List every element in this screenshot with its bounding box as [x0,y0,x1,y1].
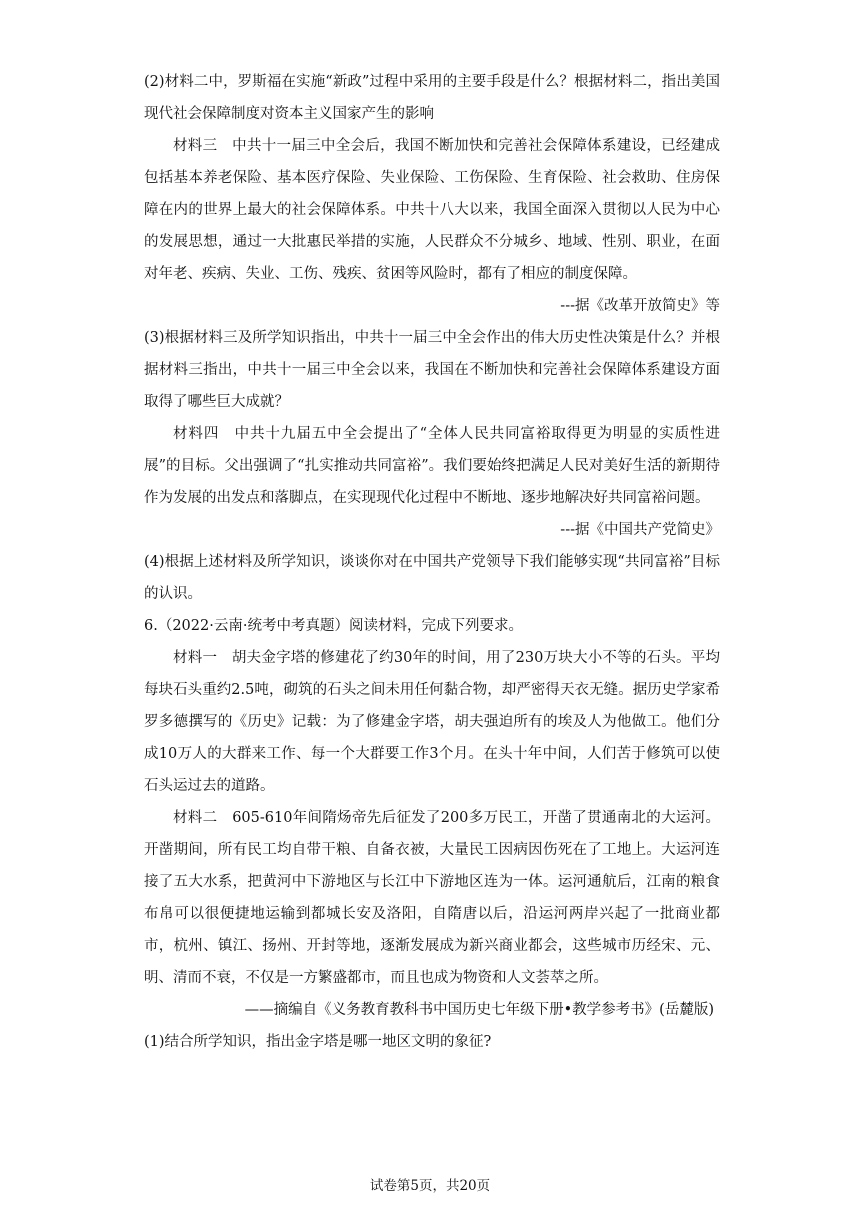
question-4: (4)根据上述材料及所学知识，谈谈你对在中国共产党领导下我们能够实现“共同富裕”目标的认识。 [144,554,720,602]
page-content [144,66,720,1058]
question-6: 6.（2022·云南·统考中考真题）阅读材料，完成下列要求。 [144,618,523,634]
question-6-1: (1)结合所学知识，指出金字塔是哪一地区文明的象征? [144,1034,492,1050]
page-footer: 试卷第5页，共20页 [369,1178,491,1194]
material-3-source: ---据《改革开放简史》等 [560,298,720,314]
material-1: 材料一 胡夫金字塔的修建花了约30年的时间，用了230万块大小不等的石头。平均每块石头重约2.5吨，砌筑的石头之间未用任何黏合物，却严密得天衣无缝。据历史学家希罗多德撰写的《历史》记载：为了修建金字塔，胡夫强迫所有的埃及人为他做工。他们分成10万人的大群来工作、每一个大群要工作3个月。在头十年中间，人们苦于修筑可以使石头运过去的道路。 [144,650,720,794]
material-4: 材料四 中共十九届五中全会提出了“全体人民共同富裕取得更为明显的实质性进展”的目标。父出强调了“扎实推动共同富裕”。我们要始终把满足人民对美好生活的新期待作为发展的出发点和落脚点，在实现现代化过程中不断地、逐步地解决好共同富裕问题。 [144,426,720,506]
material-3: 材料三 中共十一届三中全会后，我国不断加快和完善社会保障体系建设，已经建成包括基本养老保险、基本医疗保险、失业保险、工伤保险、生育保险、社会救助、住房保障在内的世界上最大的社会保障体系。中共十八大以来，我国全面深入贯彻以人民为中心的发展思想，通过一大批惠民举措的实施，人民群众不分城乡、地域、性别、职业，在面对年老、疾病、失业、工伤、残疾、贫困等风险时，都有了相应的制度保障。 [144,138,720,282]
question-3: (3)根据材料三及所学知识指出，中共十一届三中全会作出的伟大历史性决策是什么？并根据材料三指出，中共十一届三中全会以来，我国在不断加快和完善社会保障体系建设方面取得了哪些巨大成就？ [144,330,720,410]
question-2: (2)材料二中，罗斯福在实施“新政”过程中采用的主要手段是什么？根据材料二，指出美国现代社会保障制度对资本主义国家产生的影响 [144,74,720,122]
material-4-source: ---据《中国共产党简史》 [560,522,720,538]
material-2: 材料二 605-610年间隋炀帝先后征发了200多万民工，开凿了贯通南北的大运河。开凿期间，所有民工均自带干粮、自备衣被，大量民工因病因伤死在了工地上。大运河连接了五大水系，把黄河中下游地区与长江中下游地区连为一体。运河通航后，江南的粮食布帛可以很便捷地运输到都城长安及洛阳，自隋唐以后，沿运河两岸兴起了一批商业都市，杭州、镇江、扬州、开封等地，逐渐发展成为新兴商业都会，这些城市历经宋、元、明、清而不衰，不仅是一方繁盛都市，而且也成为物资和人文荟萃之所。 [144,810,720,986]
material-2-source: ——摘编自《义务教育教科书中国历史七年级下册•教学参考书》(岳麓版) [244,1002,714,1018]
